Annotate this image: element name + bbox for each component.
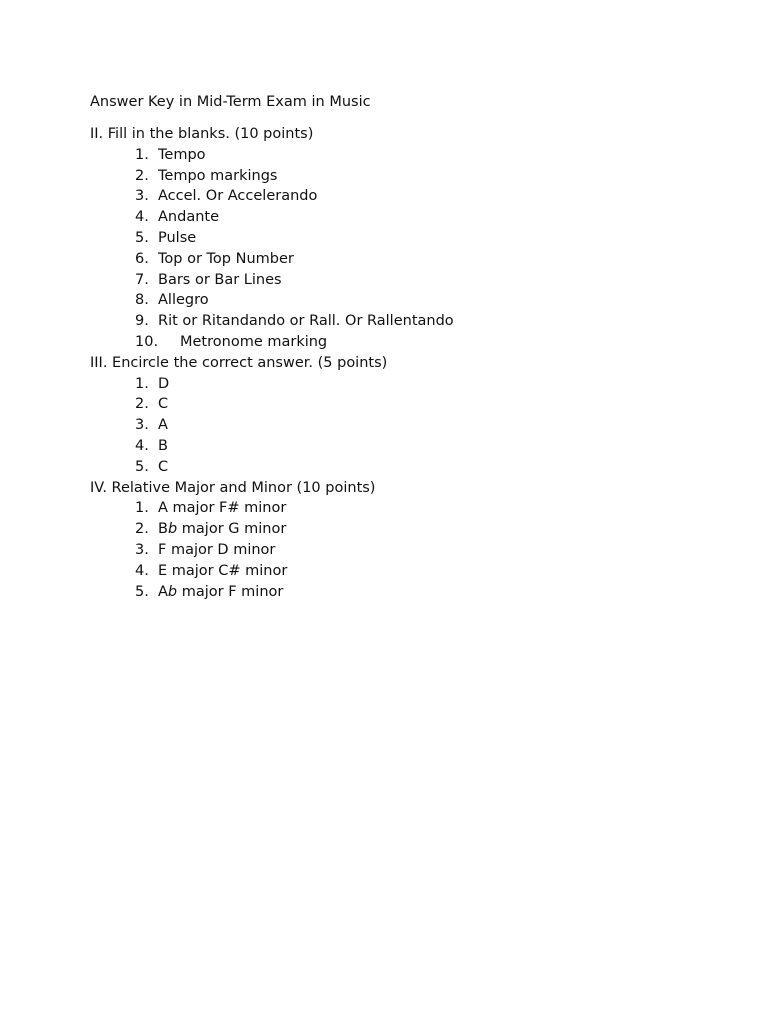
list-item [90, 145, 728, 166]
item-number: 5. [135, 583, 149, 600]
item-number: 4. [135, 437, 149, 454]
item-answer: Rit or Ritandando or Rall. Or Rallentando [158, 313, 454, 330]
item-answer: A major F# minor [158, 500, 287, 517]
item-answer: Metronome marking [180, 333, 328, 350]
item-answer: Accel. Or Accelerando [158, 188, 318, 205]
fill-in-blanks-answer-list [90, 145, 728, 353]
item-number: 6. [135, 250, 149, 267]
list-item [90, 228, 728, 249]
list-item [90, 540, 728, 561]
document-title: Answer Key in Mid-Term Exam in Music [90, 94, 371, 110]
item-number: 4. [135, 209, 149, 226]
list-item [90, 332, 728, 353]
list-item [90, 207, 728, 228]
list-item [90, 582, 728, 603]
item-number: 2. [135, 396, 149, 413]
section-heading-encircle: III. Encircle the correct answer. (5 points) [90, 354, 388, 371]
item-number: 2. [135, 167, 149, 184]
list-item [90, 436, 728, 457]
item-number: 3. [135, 541, 149, 558]
item-answer: C [158, 396, 169, 413]
section-heading-relative-keys: IV. Relative Major and Minor (10 points) [90, 479, 376, 496]
item-answer: E major C# minor [158, 562, 288, 579]
key-remainder: major G minor [177, 521, 287, 538]
flat-symbol: b [167, 583, 178, 600]
item-answer: Top or Top Number [158, 250, 294, 267]
list-item [90, 561, 728, 582]
item-number: 5. [135, 458, 149, 475]
item-answer: D [158, 375, 170, 392]
list-item [90, 249, 728, 270]
item-answer: F major D minor [158, 541, 276, 558]
item-number: 9. [135, 313, 149, 330]
list-item [90, 270, 728, 291]
answer-key-page [90, 92, 728, 602]
list-item [90, 311, 728, 332]
item-number: 1. [135, 500, 149, 517]
item-number: 2. [135, 521, 149, 538]
list-item [90, 290, 728, 311]
item-answer [158, 519, 286, 540]
list-item [90, 166, 728, 187]
item-number: 1. [135, 146, 149, 163]
item-number: 1. [135, 375, 149, 392]
list-item [90, 374, 728, 395]
list-item [90, 415, 728, 436]
item-answer: Pulse [158, 229, 197, 246]
item-answer: Tempo [158, 146, 206, 163]
item-answer: B [158, 437, 168, 454]
key-letter: A [158, 583, 168, 600]
item-answer: A [158, 417, 168, 434]
key-letter: B [158, 521, 168, 538]
list-item [90, 457, 728, 478]
section-heading-fill-in-blanks: II. Fill in the blanks. (10 points) [90, 126, 314, 142]
item-answer: Tempo markings [158, 167, 278, 184]
item-number: 5. [135, 229, 149, 246]
item-answer: Andante [158, 209, 219, 226]
list-item [90, 498, 728, 519]
item-number: 3. [135, 417, 149, 434]
key-remainder: major F minor [177, 583, 284, 600]
flat-symbol: b [167, 521, 178, 538]
item-number: 4. [135, 562, 149, 579]
list-item [90, 394, 728, 415]
list-item [90, 186, 728, 207]
item-number: 7. [135, 271, 149, 288]
item-answer: Bars or Bar Lines [158, 271, 282, 288]
item-answer: C [158, 458, 169, 475]
item-number: 3. [135, 188, 149, 205]
encircle-answer-list [90, 374, 728, 478]
item-answer [158, 582, 283, 603]
list-item [90, 519, 728, 540]
item-number: 10. [135, 333, 159, 350]
item-number: 8. [135, 292, 149, 309]
item-answer: Allegro [158, 292, 209, 309]
relative-keys-answer-list [90, 498, 728, 602]
